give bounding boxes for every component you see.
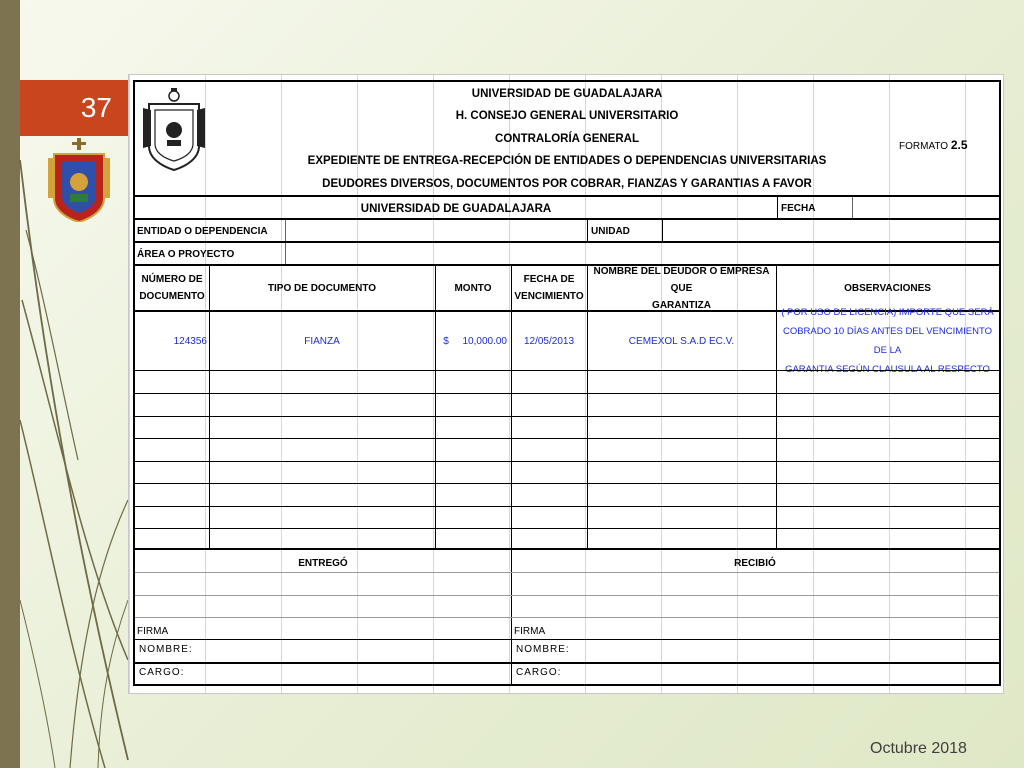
header-line-expediente: EXPEDIENTE DE ENTREGA-RECEPCIÓN DE ENTIDADES O DEPENDENCIAS UNIVERSITARIAS [307, 155, 827, 167]
table-row [135, 307, 999, 375]
header-line-contraloria: CONTRALORÍA GENERAL [495, 133, 639, 145]
area-label: ÁREA O PROYECTO [137, 249, 235, 260]
signature-block [135, 548, 999, 686]
cell-numero: 124356 [173, 335, 207, 347]
recibio-label: RECIBIÓ [734, 558, 776, 569]
cargo-recibio-label: CARGO: [516, 667, 562, 678]
column-header-fecha: FECHA DE VENCIMIENTO [514, 274, 584, 302]
column-header-monto: MONTO [454, 282, 492, 294]
entidad-row [135, 218, 999, 243]
form-sheet [133, 80, 1001, 686]
cell-currency: $ [443, 335, 449, 347]
institution-name: UNIVERSIDAD DE GUADALAJARA [360, 203, 552, 215]
header-line-deudores: DEUDORES DIVERSOS, DOCUMENTOS POR COBRAR, FIANZAS Y GARANTIAS A FAVOR [322, 178, 812, 190]
column-header-numero: NÚMERO DE DOCUMENTO [139, 274, 205, 302]
cell-monto: 10,000.00 [462, 335, 507, 347]
nombre-recibio-label: NOMBRE: [516, 644, 570, 655]
cell-tipo: FIANZA [304, 335, 340, 347]
cell-observaciones: ( POR USO DE LICENCIA) IMPORTE QUE SERÁ COBRADO 10 DÍAS ANTES DEL VENCIMIENTO DE LA GARANTIA SEGÚN CLAUSULA AL RESPECTO [781, 307, 994, 375]
column-header-observaciones: OBSERVACIONES [844, 282, 931, 294]
entrego-label: ENTREGÓ [298, 558, 348, 569]
firma-recibio-label: FIRMA [514, 626, 546, 637]
nombre-entrego-label: NOMBRE: [139, 644, 193, 655]
cell-fecha: 12/05/2013 [523, 335, 575, 347]
data-table [135, 264, 999, 550]
slide-number: 37 [20, 80, 128, 136]
formato-number: 2.5 [950, 138, 968, 152]
institution-row [135, 195, 999, 220]
slide-date: Octubre 2018 [870, 740, 967, 757]
column-header-tipo: TIPO DE DOCUMENTO [267, 282, 377, 294]
unidad-label: UNIDAD [591, 226, 630, 237]
university-crest-icon [48, 138, 110, 222]
header-line-council: H. CONSEJO GENERAL UNIVERSITARIO [455, 110, 679, 122]
column-header-deudor: NOMBRE DEL DEUDOR O EMPRESA QUE GARANTIZA [593, 265, 770, 311]
entidad-label: ENTIDAD O DEPENDENCIA [137, 226, 268, 237]
cargo-entrego-label: CARGO: [139, 667, 185, 678]
fecha-label: FECHA [781, 203, 816, 214]
header-line-university: UNIVERSIDAD DE GUADALAJARA [471, 88, 663, 100]
firma-entrego-label: FIRMA [137, 626, 169, 637]
formato-label: FORMATO 2.5 [899, 138, 968, 152]
area-row [135, 241, 999, 266]
cell-deudor: CEMEXOL S.A.D EC.V. [628, 335, 735, 347]
